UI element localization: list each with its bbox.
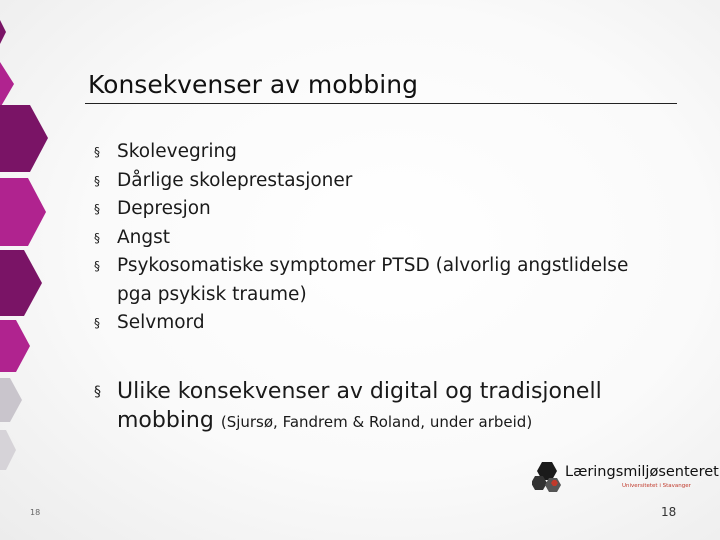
- bullet-text: Angst: [117, 226, 171, 248]
- bullet-item: [94, 138, 654, 167]
- bullet-item: [94, 252, 654, 309]
- bullet-item: [94, 167, 654, 196]
- hexagon-shape: [0, 378, 22, 422]
- hexagon-shape: [0, 430, 16, 470]
- bullet-marker: §: [94, 230, 100, 245]
- bullet-list: [94, 138, 654, 437]
- bullet-text: Skolevegring: [117, 141, 237, 162]
- bullet-item: [94, 224, 654, 253]
- hexagon-shape: [0, 250, 42, 316]
- hexagon-shape: [0, 20, 6, 56]
- bullet-marker: §: [94, 259, 100, 273]
- logo-subtitle: Universitetet i Stavanger: [622, 483, 691, 489]
- bullet-marker: §: [94, 383, 101, 400]
- title-underline: [85, 103, 677, 104]
- citation: (Sjursø, Fandrem & Roland, under arbeid): [220, 412, 533, 431]
- bullet-text: Selvmord: [117, 312, 205, 333]
- hexagon-shape: [0, 178, 46, 246]
- highlight-text: Ulike konsekvenser av digital og tradisjonell mobbing: [117, 378, 602, 433]
- hexagon-shape: [0, 62, 14, 108]
- highlight-bullet: [94, 377, 654, 437]
- logo-emblem-icon: [532, 460, 562, 492]
- logo-name: Læringsmiljøsenteret: [565, 464, 719, 480]
- bullet-text: Psykosomatiske symptomer PTSD (alvorlig angstlidelse pga psykisk traume): [117, 255, 629, 305]
- page-number-left: 18: [30, 508, 41, 517]
- bullet-marker: §: [94, 202, 100, 216]
- bullet-item: [94, 309, 654, 338]
- laeringsmiljosenteret-logo: [532, 460, 719, 494]
- hexagon-decoration: [0, 0, 90, 540]
- bullet-item: [94, 195, 654, 224]
- bullet-text: Depresjon: [117, 198, 211, 219]
- slide-title: Konsekvenser av mobbing: [88, 70, 418, 99]
- hexagon-shape: [0, 320, 30, 372]
- bullet-marker: §: [94, 145, 100, 159]
- bullet-text: Dårlige skoleprestasjoner: [117, 169, 353, 191]
- hexagon-shape: [0, 105, 48, 172]
- bullet-marker: §: [94, 173, 100, 188]
- page-number: 18: [661, 505, 677, 519]
- bullet-marker: §: [94, 316, 100, 330]
